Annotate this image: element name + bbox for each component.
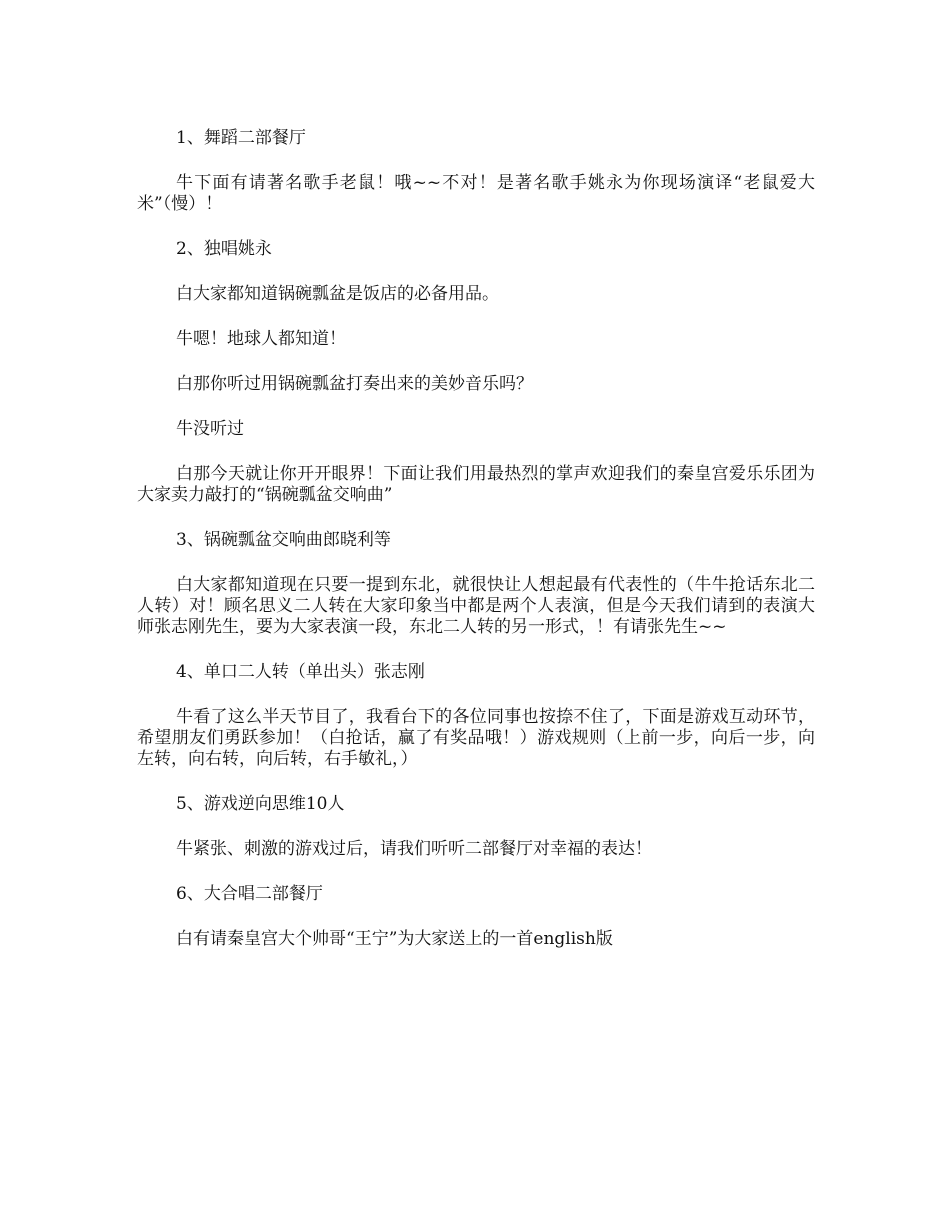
document-body <box>137 128 815 974</box>
heading-errenzhuan: 4、单口二人转（单出头）张志刚 <box>176 662 425 682</box>
heading-solo: 2、独唱姚永 <box>176 239 272 259</box>
dialogue-paragraph: 白那今天就让你开开眼界！下面让我们用最热烈的掌声欢迎我们的秦皇宫爱乐乐团为大家卖力敲打的“锅碗瓢盆交响曲” <box>137 464 815 505</box>
dialogue-paragraph: 牛看了这么半天节目了，我看台下的各位同事也按捺不住了，下面是游戏互动环节，希望朋友们勇跃参加！（白抢话，赢了有奖品哦！）游戏规则（上前一步，向后一步，向左转，向右转，向后转，右手敏礼，） <box>137 707 815 769</box>
dialogue-paragraph: 牛紧张、刺激的游戏过后，请我们听听二部餐厅对幸福的表达！ <box>176 839 652 859</box>
dialogue-paragraph: 白有请秦皇宫大个帅哥“王宁”为大家送上的一首english版 <box>176 929 613 949</box>
heading-dance: 1、舞蹈二部餐厅 <box>176 128 306 148</box>
heading-chorus: 6、大合唱二部餐厅 <box>176 884 323 904</box>
heading-symphony: 3、锅碗瓢盆交响曲郎晓利等 <box>176 530 391 550</box>
dialogue-paragraph: 白大家都知道锅碗瓢盆是饭店的必备用品。 <box>176 284 499 304</box>
dialogue-paragraph: 牛没听过 <box>176 419 244 439</box>
dialogue-paragraph: 白那你听过用锅碗瓢盆打奏出来的美妙音乐吗？ <box>176 374 533 394</box>
dialogue-paragraph: 牛下面有请著名歌手老鼠！哦~~不对！是著名歌手姚永为你现场演译“老鼠爱大米”（慢）！ <box>137 173 815 214</box>
dialogue-paragraph: 牛嗯！地球人都知道！ <box>176 329 346 349</box>
dialogue-paragraph: 白大家都知道现在只要一提到东北，就很快让人想起最有代表性的（牛牛抢话东北二人转）对！顾名思义二人转在大家印象当中都是两个人表演，但是今天我们请到的表演大师张志刚先生，要为大家表演一段，东北二人转的另一形式，！有请张先生~~ <box>137 575 815 637</box>
heading-game: 5、游戏逆向思维10人 <box>176 794 345 814</box>
